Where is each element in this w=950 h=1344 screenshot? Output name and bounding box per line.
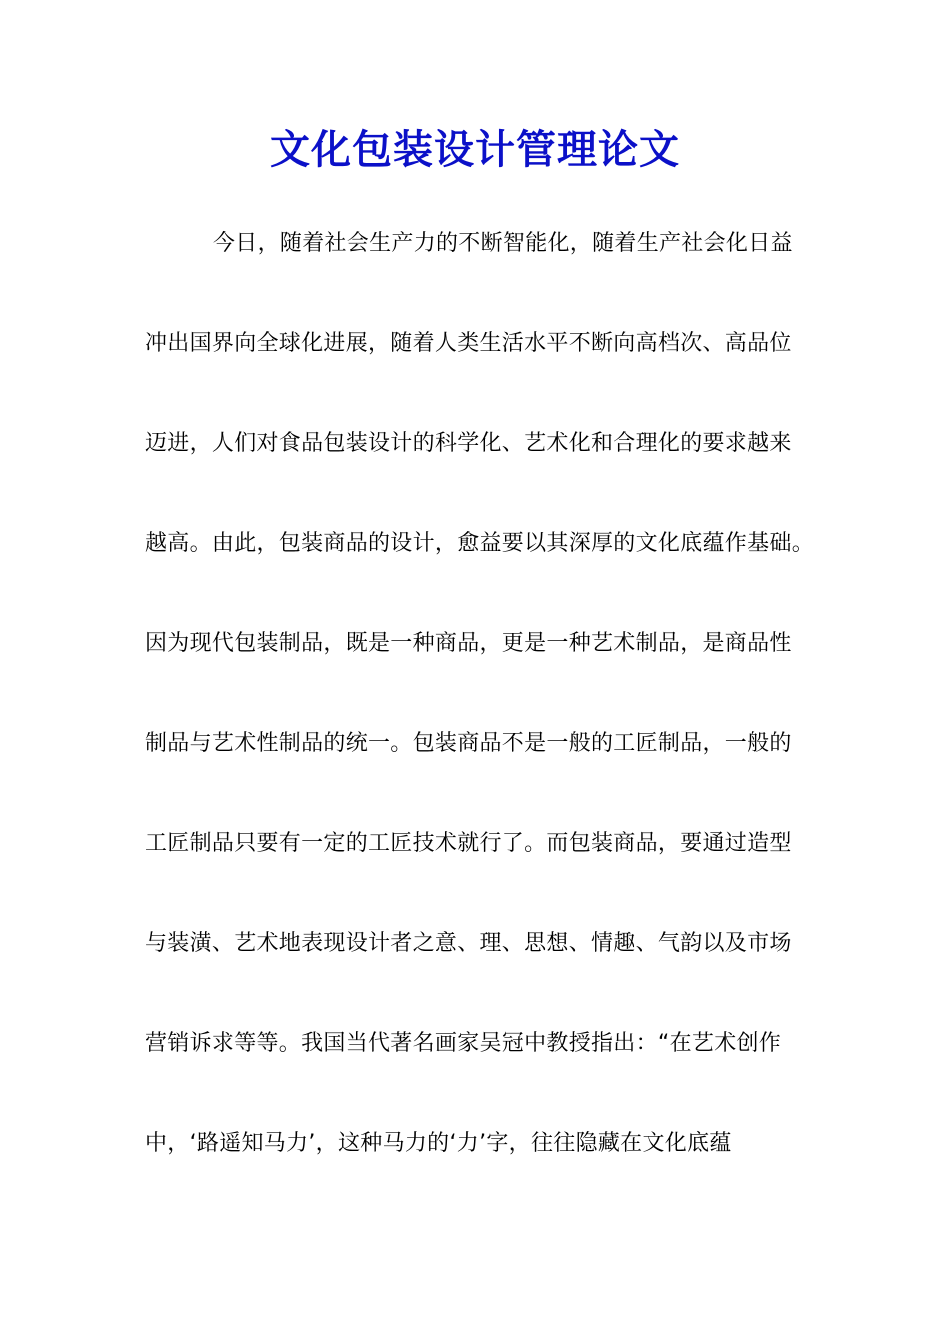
paragraph-line: 与装潢、艺术地表现设计者之意、理、思想、情趣、气韵以及市场 bbox=[145, 931, 792, 956]
paragraph-line: 迈进，人们对食品包装设计的科学化、艺术化和合理化的要求越来 bbox=[145, 431, 792, 456]
paragraph-line: 冲出国界向全球化进展，随着人类生活水平不断向高档次、高品位 bbox=[145, 331, 792, 356]
paragraph-line: 中，‘路遥知马力’，这种马力的‘力’字，往往隐藏在文化底蕴 bbox=[145, 1131, 732, 1156]
paragraph-line: 越高。由此，包装商品的设计，愈益要以其深厚的文化底蕴作基础。 bbox=[145, 531, 815, 556]
paragraph-line: 制品与艺术性制品的统一。包装商品不是一般的工匠制品，一般的 bbox=[145, 731, 792, 756]
paragraph-line: 因为现代包装制品，既是一种商品，更是一种艺术制品，是商品性 bbox=[145, 631, 792, 656]
document-body bbox=[145, 214, 825, 1214]
document-title: 文化包装设计管理论文 bbox=[270, 126, 680, 173]
paragraph-line: 营销诉求等等。我国当代著名画家吴冠中教授指出：“在艺术创作 bbox=[145, 1031, 782, 1056]
paragraph-line: 工匠制品只要有一定的工匠技术就行了。而包装商品，要通过造型 bbox=[145, 831, 792, 856]
paragraph-line: 今日，随着社会生产力的不断智能化，随着生产社会化日益 bbox=[213, 231, 793, 256]
